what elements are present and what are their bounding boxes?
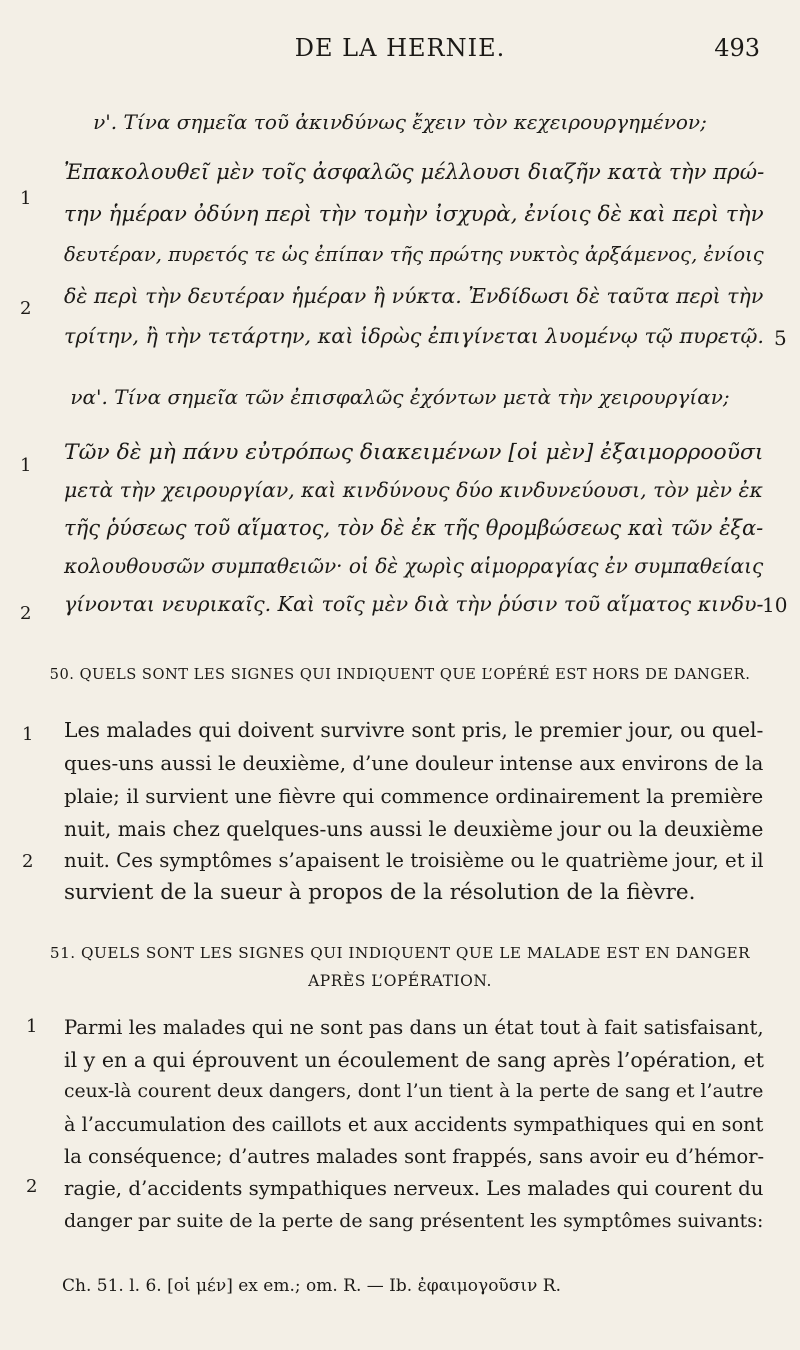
margin-line-number: 2: [20, 603, 32, 624]
french-text-line: Parmi les malades qui ne sont pas dans un état tout à fait satisfaisant,: [64, 1016, 764, 1039]
margin-line-number: 1: [20, 188, 32, 209]
margin-line-number: 1: [26, 1016, 38, 1037]
greek-text-line: τρίτην, ἢ τὴν τετάρτην, καὶ ἱδρὼς ἐπιγίνεται λυομένῳ τῷ πυρετῷ.: [64, 324, 765, 348]
french-text-line: nuit. Ces symptômes s’apaisent le troisième ou le quatrième jour, et il: [64, 849, 764, 872]
french-text-line: ceux-là courent deux dangers, dont l’un tient à la perte de sang et l’autre: [64, 1081, 764, 1102]
line-number: 5: [774, 326, 787, 350]
margin-line-number: 1: [20, 455, 32, 476]
greek-text-line: Τῶν δὲ μὴ πάνυ εὐτρόπως διακειμένων [οἱ μὲν] ἐξαιμορροοῦσι: [64, 440, 764, 465]
footnote: Ch. 51. l. 6. [οἱ μέν] ex em.; om. R. — Ib. ἐφαιμογοῦσιν R.: [62, 1276, 561, 1296]
greek-text-line: τῆς ῥύσεως τοῦ αἵματος, τὸν δὲ ἐκ τῆς θρομβώσεως καὶ τῶν ἐξα-: [64, 515, 764, 540]
margin-line-number: 2: [22, 851, 34, 872]
greek-section-heading: ν'. Τίνα σημεῖα τοῦ ἀκινδύνως ἔχειν τὸν κεχειρουργημένον;: [93, 110, 707, 134]
margin-line-number: 2: [20, 298, 32, 319]
french-text-line: plaie; il survient une fièvre qui commence ordinairement la première: [64, 785, 764, 808]
french-text-line: ques-uns aussi le deuxième, d’une douleur intense aux environs de la: [64, 752, 764, 775]
french-text-line: survient de la sueur à propos de la résolution de la fièvre.: [64, 880, 696, 905]
french-section-heading-continued: APRÈS L’OPÉRATION.: [308, 972, 492, 990]
french-text-line: la conséquence; d’autres malades sont frappés, sans avoir eu d’hémor-: [64, 1145, 765, 1168]
greek-text-line: την ἡμέραν ὀδύνη περὶ τὴν τομὴν ἰσχυρὰ, ἐνίοις δὲ καὶ περὶ τὴν: [64, 202, 764, 227]
french-text-line: il y en a qui éprouvent un écoulement de sang après l’opération, et: [64, 1048, 764, 1072]
margin-line-number: 2: [26, 1176, 38, 1197]
french-text-line: à l’accumulation des caillots et aux accidents sympathiques qui en sont: [64, 1113, 764, 1136]
line-number: 10: [762, 593, 788, 617]
margin-line-number: 1: [22, 724, 34, 745]
french-text-line: nuit, mais chez quelques-uns aussi le deuxième jour ou la deuxième: [64, 817, 764, 841]
greek-section-heading: να'. Τίνα σημεῖα τῶν ἐπισφαλῶς ἐχόντων μετὰ τὴν χειρουργίαν;: [70, 385, 730, 409]
french-text-line: Les malades qui doivent survivre sont pris, le premier jour, ou quel-: [64, 718, 764, 742]
page-number: 493: [714, 34, 760, 62]
greek-text-line: δὲ περὶ τὴν δευτέραν ἡμέραν ἢ νύκτα. Ἐνδίδωσι δὲ ταῦτα περὶ τὴν: [64, 284, 764, 308]
greek-text-line: δευτέραν, πυρετός τε ὡς ἐπίπαν τῆς πρώτης νυκτὸς ἀρξάμενος, ἐνίοις: [64, 243, 764, 266]
french-section-heading: 50. QUELS SONT LES SIGNES QUI INDIQUENT QUE L’OPÉRÉ EST HORS DE DANGER.: [49, 666, 751, 683]
greek-text-line: μετὰ τὴν χειρουργίαν, καὶ κινδύνους δύο κινδυνεύουσι, τὸν μὲν ἐκ: [64, 478, 763, 502]
greek-text-line: κολουθουσῶν συμπαθειῶν· οἱ δὲ χωρὶς αἱμορραγίας ἐν συμπαθείαις: [64, 554, 764, 578]
french-text-line: ragie, d’accidents sympathiques nerveux. Les malades qui courent du: [64, 1177, 764, 1200]
greek-text-line: Ἐπακολουθεῖ μὲν τοῖς ἀσφαλῶς μέλλουσι διαζῆν κατὰ τὴν πρώ-: [64, 160, 765, 185]
french-section-heading: 51. QUELS SONT LES SIGNES QUI INDIQUENT QUE LE MALADE EST EN DANGER: [49, 944, 751, 962]
french-text-line: danger par suite de la perte de sang présentent les symptômes suivants:: [64, 1210, 764, 1232]
running-title: DE LA HERNIE.: [294, 34, 506, 62]
greek-text-line: γίνονται νευρικαῖς. Καὶ τοῖς μὲν διὰ τὴν ῥύσιν τοῦ αἵματος κινδυ-: [64, 592, 764, 616]
